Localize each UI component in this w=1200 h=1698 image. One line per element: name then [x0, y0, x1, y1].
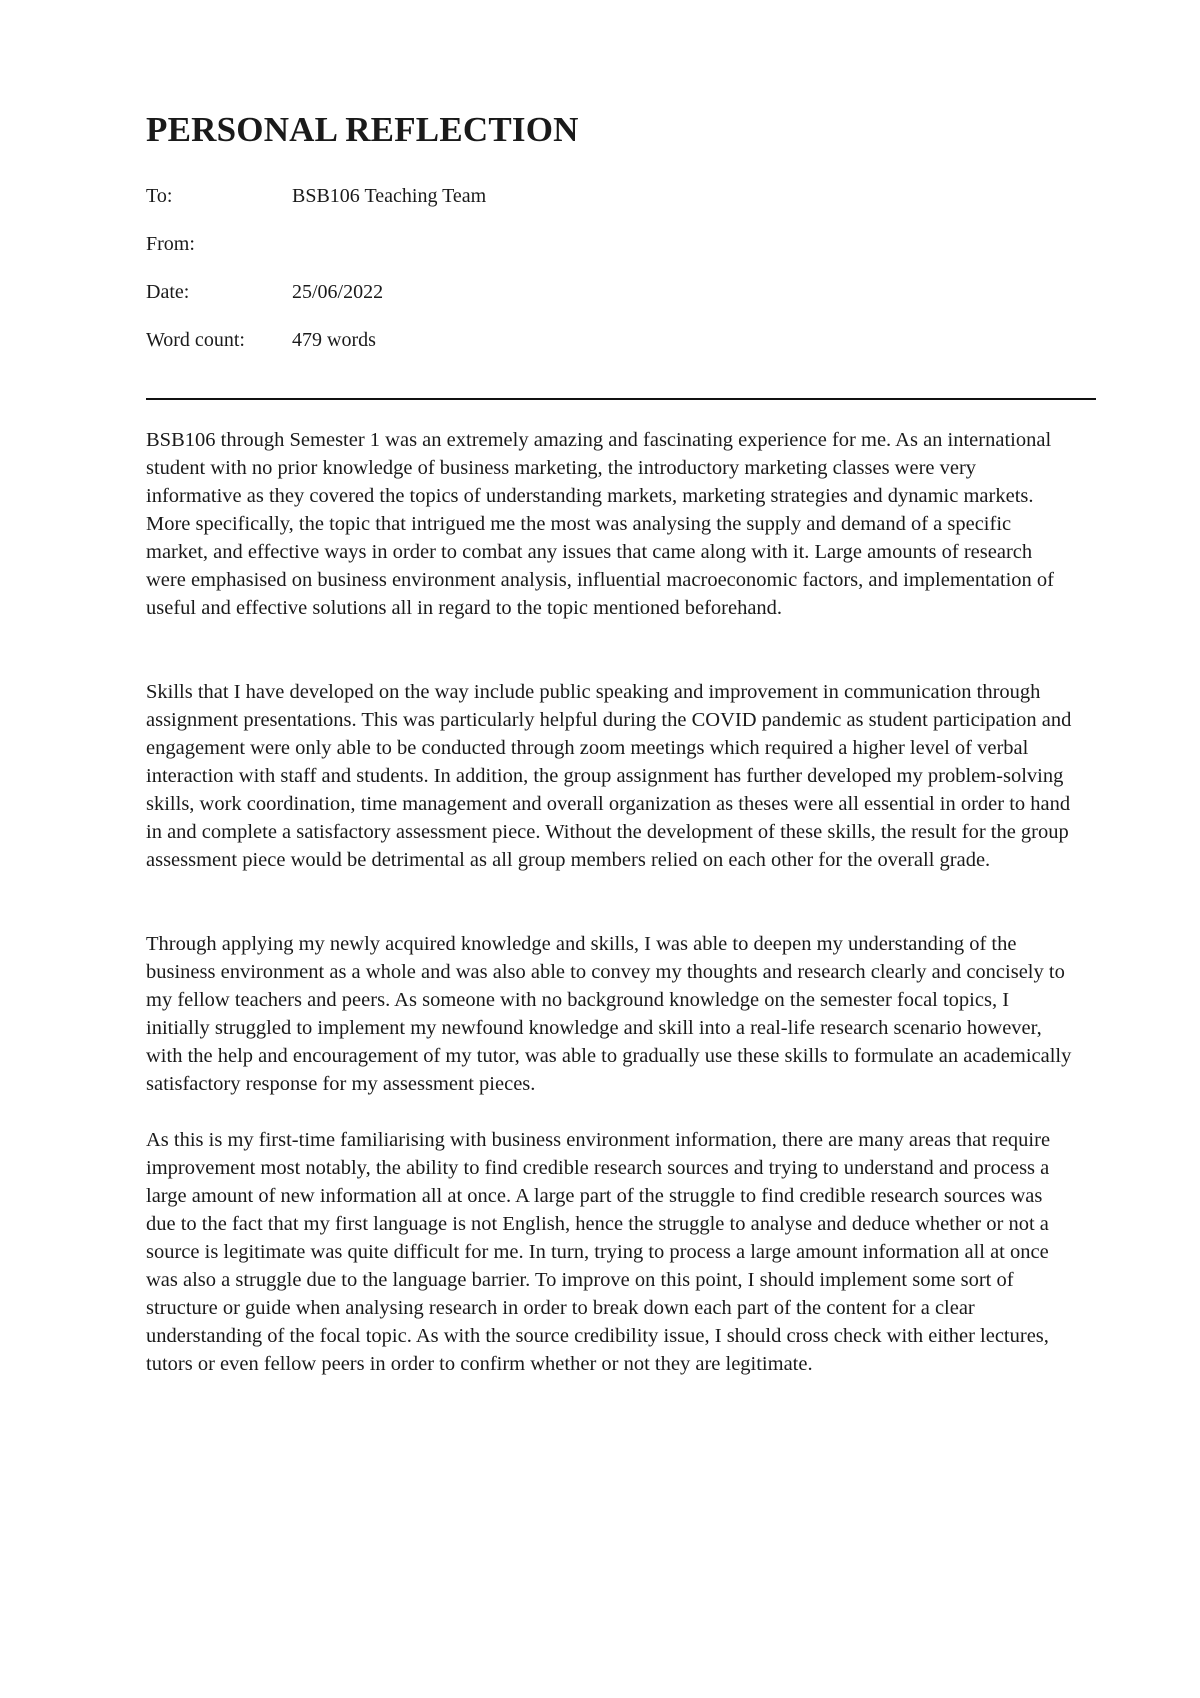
body-paragraph-1: BSB106 through Semester 1 was an extremely amazing and fascinating experience for me. As an international student with no prior knowledge of business marketing, the introductory marketing classes were very informative as they covered the topics of understanding markets, marketing strategies and dynamic markets. More specifically, the topic that intrigued me the most was analysing the supply and demand of a specific market, and effective ways in order to combat any issues that came along with it. Large amounts of research were emphasised on business environment analysis, influential macroeconomic factors, and implementation of useful and effective solutions all in regard to the topic mentioned beforehand.: [146, 429, 1055, 619]
memo-value-word-count: 479 words: [292, 329, 376, 351]
memo-label-to: To:: [146, 185, 173, 207]
memo-label-word-count: Word count:: [146, 329, 245, 351]
memo-row-word-count: [146, 328, 1096, 376]
memo-value-date: 25/06/2022: [292, 281, 384, 303]
memo-row-date: [146, 280, 1096, 328]
memo-value-to: BSB106 Teaching Team: [292, 185, 487, 207]
memo-label-date: Date:: [146, 281, 190, 303]
body-paragraph-3: Through applying my newly acquired knowledge and skills, I was able to deepen my understanding of the business environment as a whole and was also able to convey my thoughts and research clearly and concisely to my fellow teachers and peers. As someone with no background knowledge on the semester focal topics, I initially struggled to implement my newfound knowledge and skill into a real-life research scenario however, with the help and encouragement of my tutor, was able to gradually use these skills to formulate an academically satisfactory response for my assessment pieces.: [146, 933, 1072, 1095]
document-title: PERSONAL REFLECTION: [146, 110, 579, 149]
body-paragraph-4: As this is my first-time familiarising with business environment information, there are many areas that require improvement most notably, the ability to find credible research sources and trying to understand and process a large amount of new information all at once. A large part of the struggle to find credible research sources was due to the fact that my first language is not English, hence the struggle to analyse and deduce whether or not a source is legitimate was quite difficult for me. In turn, trying to process a large amount information all at once was also a struggle due to the language barrier. To improve on this point, I should implement some sort of structure or guide when analysing research in order to break down each part of the content for a clear understanding of the focal topic. As with the source credibility issue, I should cross check with either lectures, tutors or even fellow peers in order to confirm whether or not they are legitimate.: [146, 1129, 1051, 1375]
header-divider: [146, 398, 1096, 400]
document-body: [146, 426, 1076, 1378]
memo-row-to: [146, 184, 1096, 232]
memo-header: [146, 184, 1096, 376]
document-page: [146, 108, 1096, 1375]
memo-label-from: From:: [146, 233, 195, 255]
memo-row-from: [146, 232, 1096, 280]
body-paragraph-2: Skills that I have developed on the way include public speaking and improvement in communication through assignment presentations. This was particularly helpful during the COVID pandemic as student participation and engagement were only able to be conducted through zoom meetings which required a higher level of verbal interaction with staff and students. In addition, the group assignment has further developed my problem-solving skills, work coordination, time management and overall organization as theses were all essential in order to hand in and complete a satisfactory assessment piece. Without the development of these skills, the result for the group assessment piece would be detrimental as all group members relied on each other for the overall grade.: [146, 681, 1072, 871]
